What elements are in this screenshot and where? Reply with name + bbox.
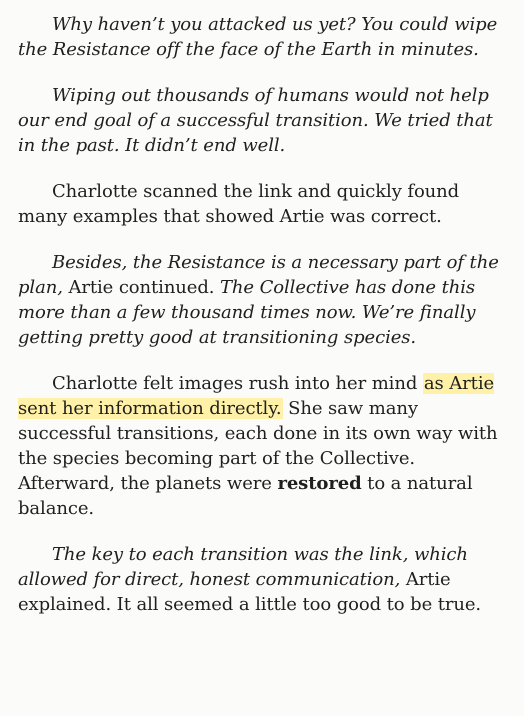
paragraph-4-normal-middle: Artie continued. <box>62 277 221 298</box>
paragraph-5-text-middle: She saw many successful transitions, each done in its own way with the species becoming part of the Collective. Afterward, the planets were <box>18 398 498 494</box>
paragraph-5-text-end: to a natural balance. <box>18 473 473 519</box>
paragraph-6 <box>18 542 506 617</box>
paragraph-3-text: Charlotte scanned the link and quickly found many examples that showed Artie was correct. <box>18 181 460 227</box>
paragraph-1 <box>18 12 506 62</box>
paragraph-4 <box>18 250 506 350</box>
paragraph-3 <box>18 179 506 229</box>
paragraph-5 <box>18 371 506 521</box>
paragraph-4-italic-end: The Collective has done this more than a few thousand times now. We’re finally getting pretty good at transitioning species. <box>18 277 476 348</box>
bold-restored-text: restored <box>277 473 362 494</box>
highlighted-text[interactable]: as Artie sent her information directly. <box>18 373 495 419</box>
paragraph-4-italic-start: Besides, the Resistance is a necessary part of the plan, <box>18 252 499 298</box>
paragraph-6-normal-end: Artie explained. It all seemed a little too good to be true. <box>18 569 482 615</box>
paragraph-2 <box>18 83 506 158</box>
paragraph-6-italic-start: The key to each transition was the link, which allowed for direct, honest communication, <box>18 544 468 590</box>
paragraph-2-text: Wiping out thousands of humans would not help our end goal of a successful transition. We tried that in the past. It didn’t end well. <box>18 85 493 156</box>
paragraph-1-text: Why haven’t you attacked us yet? You could wipe the Resistance off the face of the Earth in minutes. <box>18 14 498 60</box>
paragraph-5-text-start: Charlotte felt images rush into her mind <box>52 373 423 394</box>
